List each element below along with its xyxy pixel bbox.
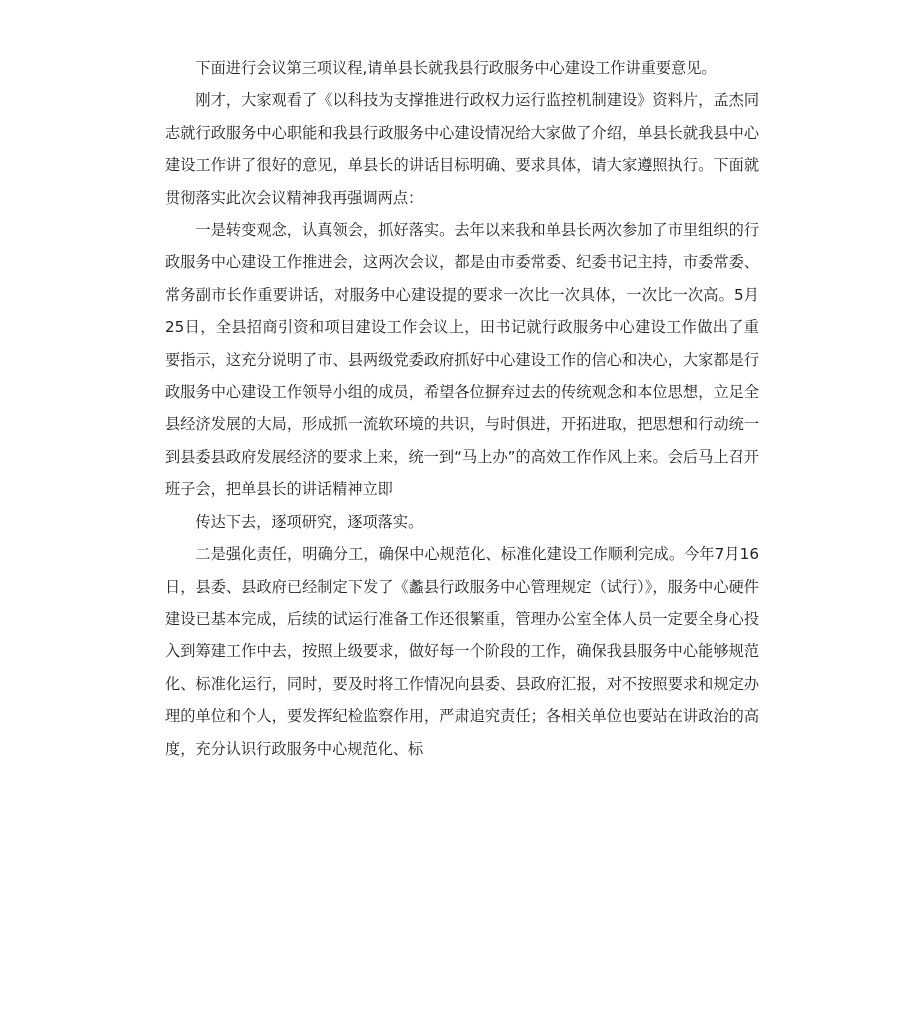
paragraph-agenda-intro: 下面进行会议第三项议程,请单县长就我县行政服务中心建设工作讲重要意见。 <box>195 59 717 77</box>
paragraph-point-one: 一是转变观念，认真领会，抓好落实。去年以来我和单县长两次参加了市里组织的行政服务中心建设工作推进会，这两次会议，都是由市委常委、纪委书记主持，市委常委、常务副市长作重要讲话，对服务中心建设提的要求一次比一次具体，一次比一次高。5月25日，全县招商引资和项目建设工作会议上，田书记就行政服务中心建设工作做出了重要指示，这充分说明了市、县两级党委政府抓好中心建设工作的信心和决心，大家都是行政服务中心建设工作领导小组的成员，希望各位摒弃过去的传统观念和本位思想，立足全县经济发展的大局，形成抓一流软环境的共识，与时俱进，开拓进取，把思想和行动统一到县委县政府发展经济的要求上来，统一到“马上办”的高效工作作风上来。会后马上召开班子会，把单县长的讲话精神立即 <box>165 221 759 499</box>
paragraph-point-two: 二是强化责任，明确分工，确保中心规范化、标准化建设工作顺利完成。今年7月16日，县委、县政府已经制定下发了《蠡县行政服务中心管理规定（试行）》，服务中心硬件建设已基本完成，后续的试运行准备工作还很繁重，管理办公室全体人员一定要全身心投入到筹建工作中去，按照上级要求，做好每一个阶段的工作，确保我县服务中心能够规范化、标准化运行，同时，要及时将工作情况向县委、县政府汇报，对不按照要求和规定办理的单位和个人，要发挥纪检监察作用，严肃追究责任；各相关单位也要站在讲政治的高度，充分认识行政服务中心规范化、标 <box>165 545 759 758</box>
paragraph-summary: 刚才，大家观看了《以科技为支撑推进行政权力运行监控机制建设》资料片，孟杰同志就行政服务中心职能和我县行政服务中心建设情况给大家做了介绍，单县长就我县中心建设工作讲了很好的意见，单县长的讲话目标明确、要求具体，请大家遵照执行。下面就贯彻落实此次会议精神我再强调两点： <box>165 91 759 207</box>
document-body <box>165 52 759 765</box>
paragraph-point-one-continued: 传达下去，逐项研究，逐项落实。 <box>195 512 424 531</box>
